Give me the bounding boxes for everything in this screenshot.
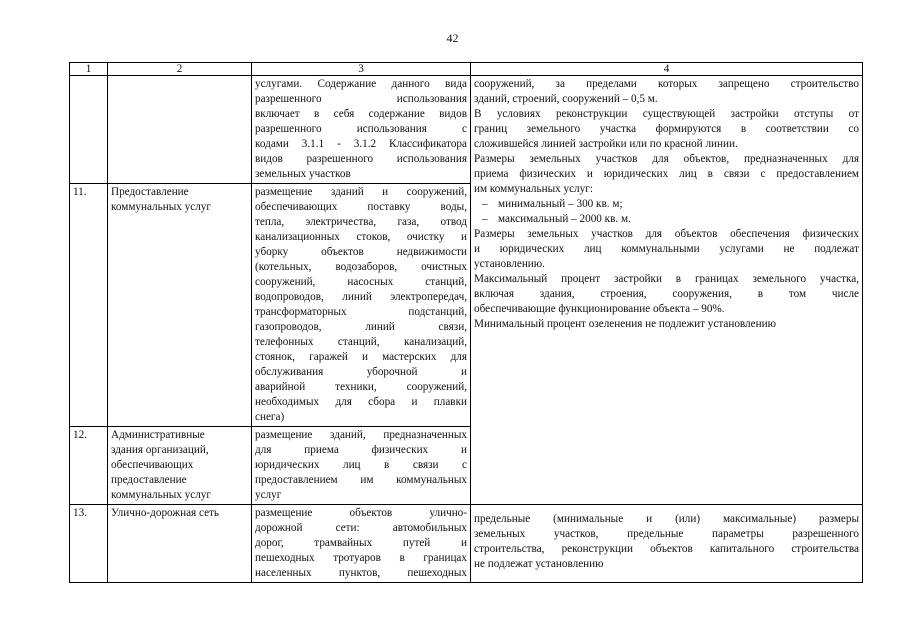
parameter-line: установлению. [474,258,545,270]
description-line: аварийной техники, сооружений, [255,381,467,393]
parameter-line: предельные (минимальные и (или) максимальные) размеры [474,513,859,525]
description-line: населенных пунктов, пешеходных [255,567,467,579]
parameter-line: и юридических лиц коммунальными услугами не подлежат [474,243,859,255]
description-line: обеспечивающих поставку воды, [255,201,467,213]
parameter-line: сооружений, за пределами которых запрещено строительство [474,78,859,90]
list-item [474,212,859,227]
row-name [108,505,252,583]
description-line: услуг [255,489,282,501]
description-line: трансформаторных подстанций, [255,306,467,318]
header-col-3: 3 [252,63,471,76]
name-line: Предоставление [111,186,189,198]
row-name [108,76,252,184]
parameter-line: им коммунальных услуг: [474,183,593,195]
description-line: кодами 3.1.1 - 3.1.2 Классификатора [255,138,467,150]
table-row [70,505,863,583]
parameter-line: В условиях реконструкции существующей застройки отступы от [474,108,859,120]
parameter-line: сложившейся линией застройки или по красной линии. [474,138,738,150]
description-line: телефонных станций, канализаций, [255,336,467,348]
description-line: размещение зданий, предназначенных [255,429,467,441]
row-parameters [471,76,863,505]
name-line: Улично-дорожная сеть [111,507,220,519]
description-line: канализационных стоков, очистку и [255,231,467,243]
description-line: пешеходных тротуаров в границах [255,552,467,564]
description-line: услугами. Содержание данного вида [255,78,467,90]
row-number [70,76,108,184]
description-line: обслуживания уборочной и [255,366,467,378]
list-item [474,197,859,212]
description-line: включает в себя содержание видов [255,108,467,120]
description-line: разрешенного использования с [255,123,467,135]
parameter-line: земельных участков, предельные параметры разрешенного [474,528,859,540]
name-line: коммунальных услуг [111,489,211,501]
parameter-line: Размеры земельных участков для объектов обеспечения физических [474,228,859,240]
parameter-line: зданий, строений, сооружений – 0,5 м. [474,93,658,105]
row-parameters [471,505,863,583]
name-line: коммунальных услуг [111,201,211,213]
page-number: 42 [446,31,459,45]
parameter-line: не подлежат установлению [474,558,604,570]
name-line: обеспечивающих [111,459,194,471]
parameter-line: Максимальный процент застройки в границах земельного участка, [474,273,859,285]
description-line: разрешенного использования [255,93,467,105]
description-line: сооружений, насосных станций, [255,276,467,288]
dash-bullet: – [482,213,488,225]
row-name [108,184,252,427]
row-number: 13. [70,505,108,583]
parameter-line: границ земельного участка формируются в соответствии со [474,123,859,135]
header-col-4: 4 [471,63,863,76]
description-line: размещение зданий и сооружений, [255,186,467,198]
name-line: здания организаций, [111,444,209,456]
description-line: юридических лиц в связи с [255,459,467,471]
row-number: 11. [70,184,108,427]
description-line: снега) [255,411,285,423]
description-line: земельных участков [255,168,351,180]
regulation-table [69,62,863,583]
list-item-text: минимальный – 300 кв. м; [498,198,623,210]
name-line: предоставление [111,474,187,486]
table-row [70,76,863,184]
parameter-line: Размеры земельных участков для объектов, предназначенных для [474,153,859,165]
description-line: газопроводов, линий связи, [255,321,467,333]
table-header-row [70,63,863,76]
description-line: тепла, электричества, газа, отвод [255,216,467,228]
parameter-line: строительства, реконструкции объектов капитального строительства [474,543,859,555]
row-description [252,184,471,427]
row-number: 12. [70,427,108,505]
list-item-text: максимальный – 2000 кв. м. [498,213,631,225]
header-col-1: 1 [70,63,108,76]
parameter-line: приема физических и юридических лиц в связи с предоставлением [474,168,859,180]
row-description [252,76,471,184]
description-line: (котельных, водозаборов, очистных [255,261,467,273]
parameter-line: включая здания, строения, сооружения, в том числе [474,288,859,300]
description-line: видов разрешенного использования [255,153,467,165]
dash-bullet: – [482,198,488,210]
row-description [252,427,471,505]
header-col-2: 2 [108,63,252,76]
description-line: необходимых для сбора и плавки [255,396,467,408]
description-line: уборку объектов недвижимости [255,246,467,258]
name-line: Административные [111,429,205,441]
description-line: дорожной сети: автомобильных [255,522,467,534]
description-line: водопроводов, линий электропередач, [255,291,467,303]
description-line: для приема физических и [255,444,467,456]
parameter-line: Минимальный процент озеленения не подлежит установлению [474,318,776,330]
row-name [108,427,252,505]
description-line: размещение объектов улично- [255,507,467,519]
description-line: стоянок, гаражей и мастерских для [255,351,467,363]
parameter-line: обеспечивающие функционирование объекта – 90%. [474,303,725,315]
description-line: предоставлением им коммунальных [255,474,467,486]
row-description [252,505,471,583]
description-line: дорог, трамвайных путей и [255,537,467,549]
